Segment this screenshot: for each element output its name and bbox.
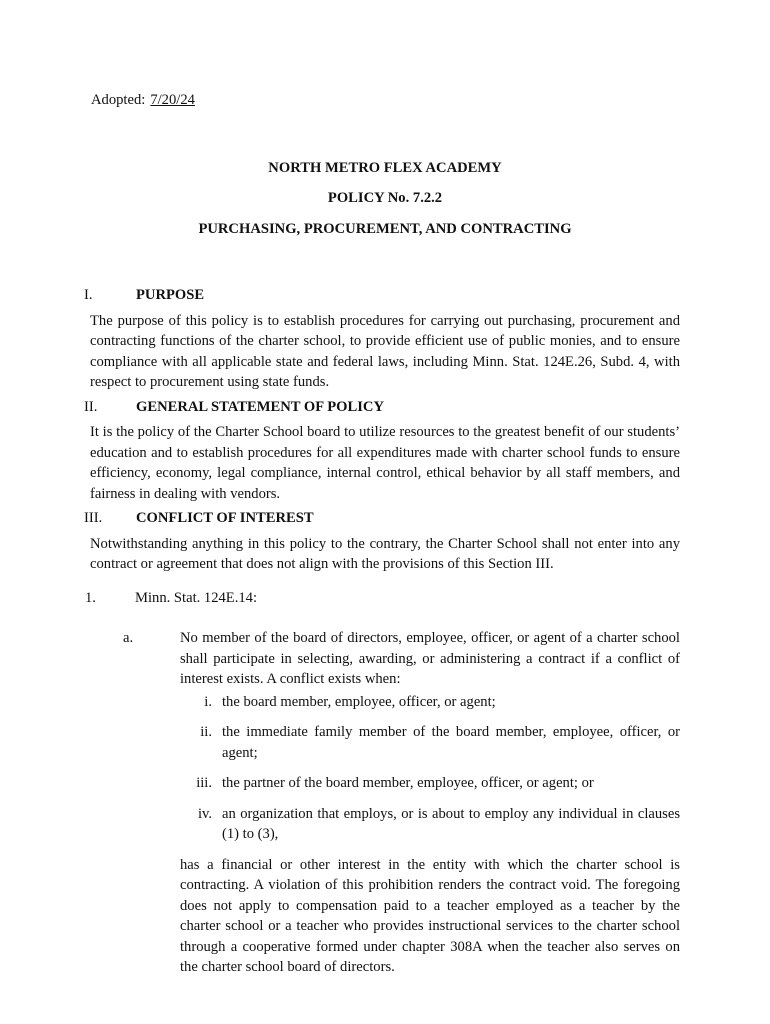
section-heading-text: GENERAL STATEMENT OF POLICY (136, 398, 384, 415)
roman-item-text: the partner of the board member, employee, officer, or agent; or (222, 775, 594, 791)
roman-item-text: the immediate family member of the board member, employee, officer, or agent; (222, 724, 680, 761)
general-statement-paragraph: It is the policy of the Charter School board to utilize resources to the greatest benefit of our students’ education and to establish procedures for all expenditures made with charter school funds to ensure efficiency, economy, legal compliance, internal control, ethical behavior by all staff members, and fairness in dealing with vendors. (90, 424, 680, 502)
section-heading-conflict-of-interest (84, 508, 680, 529)
roman-item-i (168, 692, 680, 713)
statute-item-marker: 1. (85, 589, 96, 606)
purpose-paragraph: The purpose of this policy is to establish procedures for carrying out purchasing, procurement and contracting functions of the charter school, to provide efficient use of public monies, and to ensure compliance with all applicable state and federal laws, including Minn. Stat. 124E.26, Subd. 4, with respect to procurement using state funds. (90, 312, 680, 390)
statute-list-item (85, 588, 680, 609)
section-heading-text: CONFLICT OF INTEREST (136, 510, 314, 526)
roman-item-iv (168, 804, 680, 845)
roman-item-text: an organization that employs, or is about to employ any individual in clauses (1) to (3), (222, 805, 680, 842)
roman-item-marker: iii. (196, 775, 212, 791)
statute-item-text: Minn. Stat. 124E.14: (135, 589, 258, 606)
section-numeral: II. (84, 398, 98, 415)
sub-item-a-closing: has a financial or other interest in the entity with which the charter school is contracting. A violation of this prohibition renders the contract void. The foregoing does not apply to compensation paid to a teacher employed as a teacher by the charter school or a teacher who provides instructional services to the charter school through a cooperative formed under chapter 308A when the teacher also serves on the charter school board of directors. (180, 856, 680, 975)
roman-item-marker: ii. (200, 724, 212, 740)
roman-list (0, 692, 770, 845)
adopted-date: 7/20/24 (150, 92, 195, 108)
policy-number: POLICY No. 7.2.2 (327, 190, 443, 206)
sub-item-a-marker: a. (123, 630, 134, 646)
section-heading-purpose (84, 285, 680, 306)
document-subtitle: PURCHASING, PROCUREMENT, AND CONTRACTING (198, 220, 572, 237)
section-heading-text: PURPOSE (136, 287, 205, 303)
adopted-label: Adopted: (91, 92, 146, 108)
roman-item-iii (168, 773, 680, 794)
section-numeral: III. (84, 510, 103, 526)
adopted-line (91, 90, 770, 111)
roman-item-text: the board member, employee, officer, or agent; (222, 693, 496, 710)
section-numeral: I. (84, 287, 93, 303)
conflict-of-interest-paragraph: Notwithstanding anything in this policy to the contrary, the Charter School shall not enter into any contract or agreement that does not align with the provisions of this Section III. (90, 535, 680, 572)
roman-item-marker: i. (204, 693, 212, 710)
section-heading-general-statement (84, 397, 680, 418)
sub-item-a-intro: No member of the board of directors, employee, officer, or agent of a charter school shall participate in selecting, awarding, or administering a contract if a conflict of interest exists. A conflict exists when: (180, 630, 680, 687)
roman-item-ii (168, 722, 680, 763)
document-title: NORTH METRO FLEX ACADEMY (268, 159, 502, 176)
title-block (0, 158, 770, 240)
roman-item-marker: iv. (197, 805, 212, 822)
sub-item-a (123, 628, 680, 690)
